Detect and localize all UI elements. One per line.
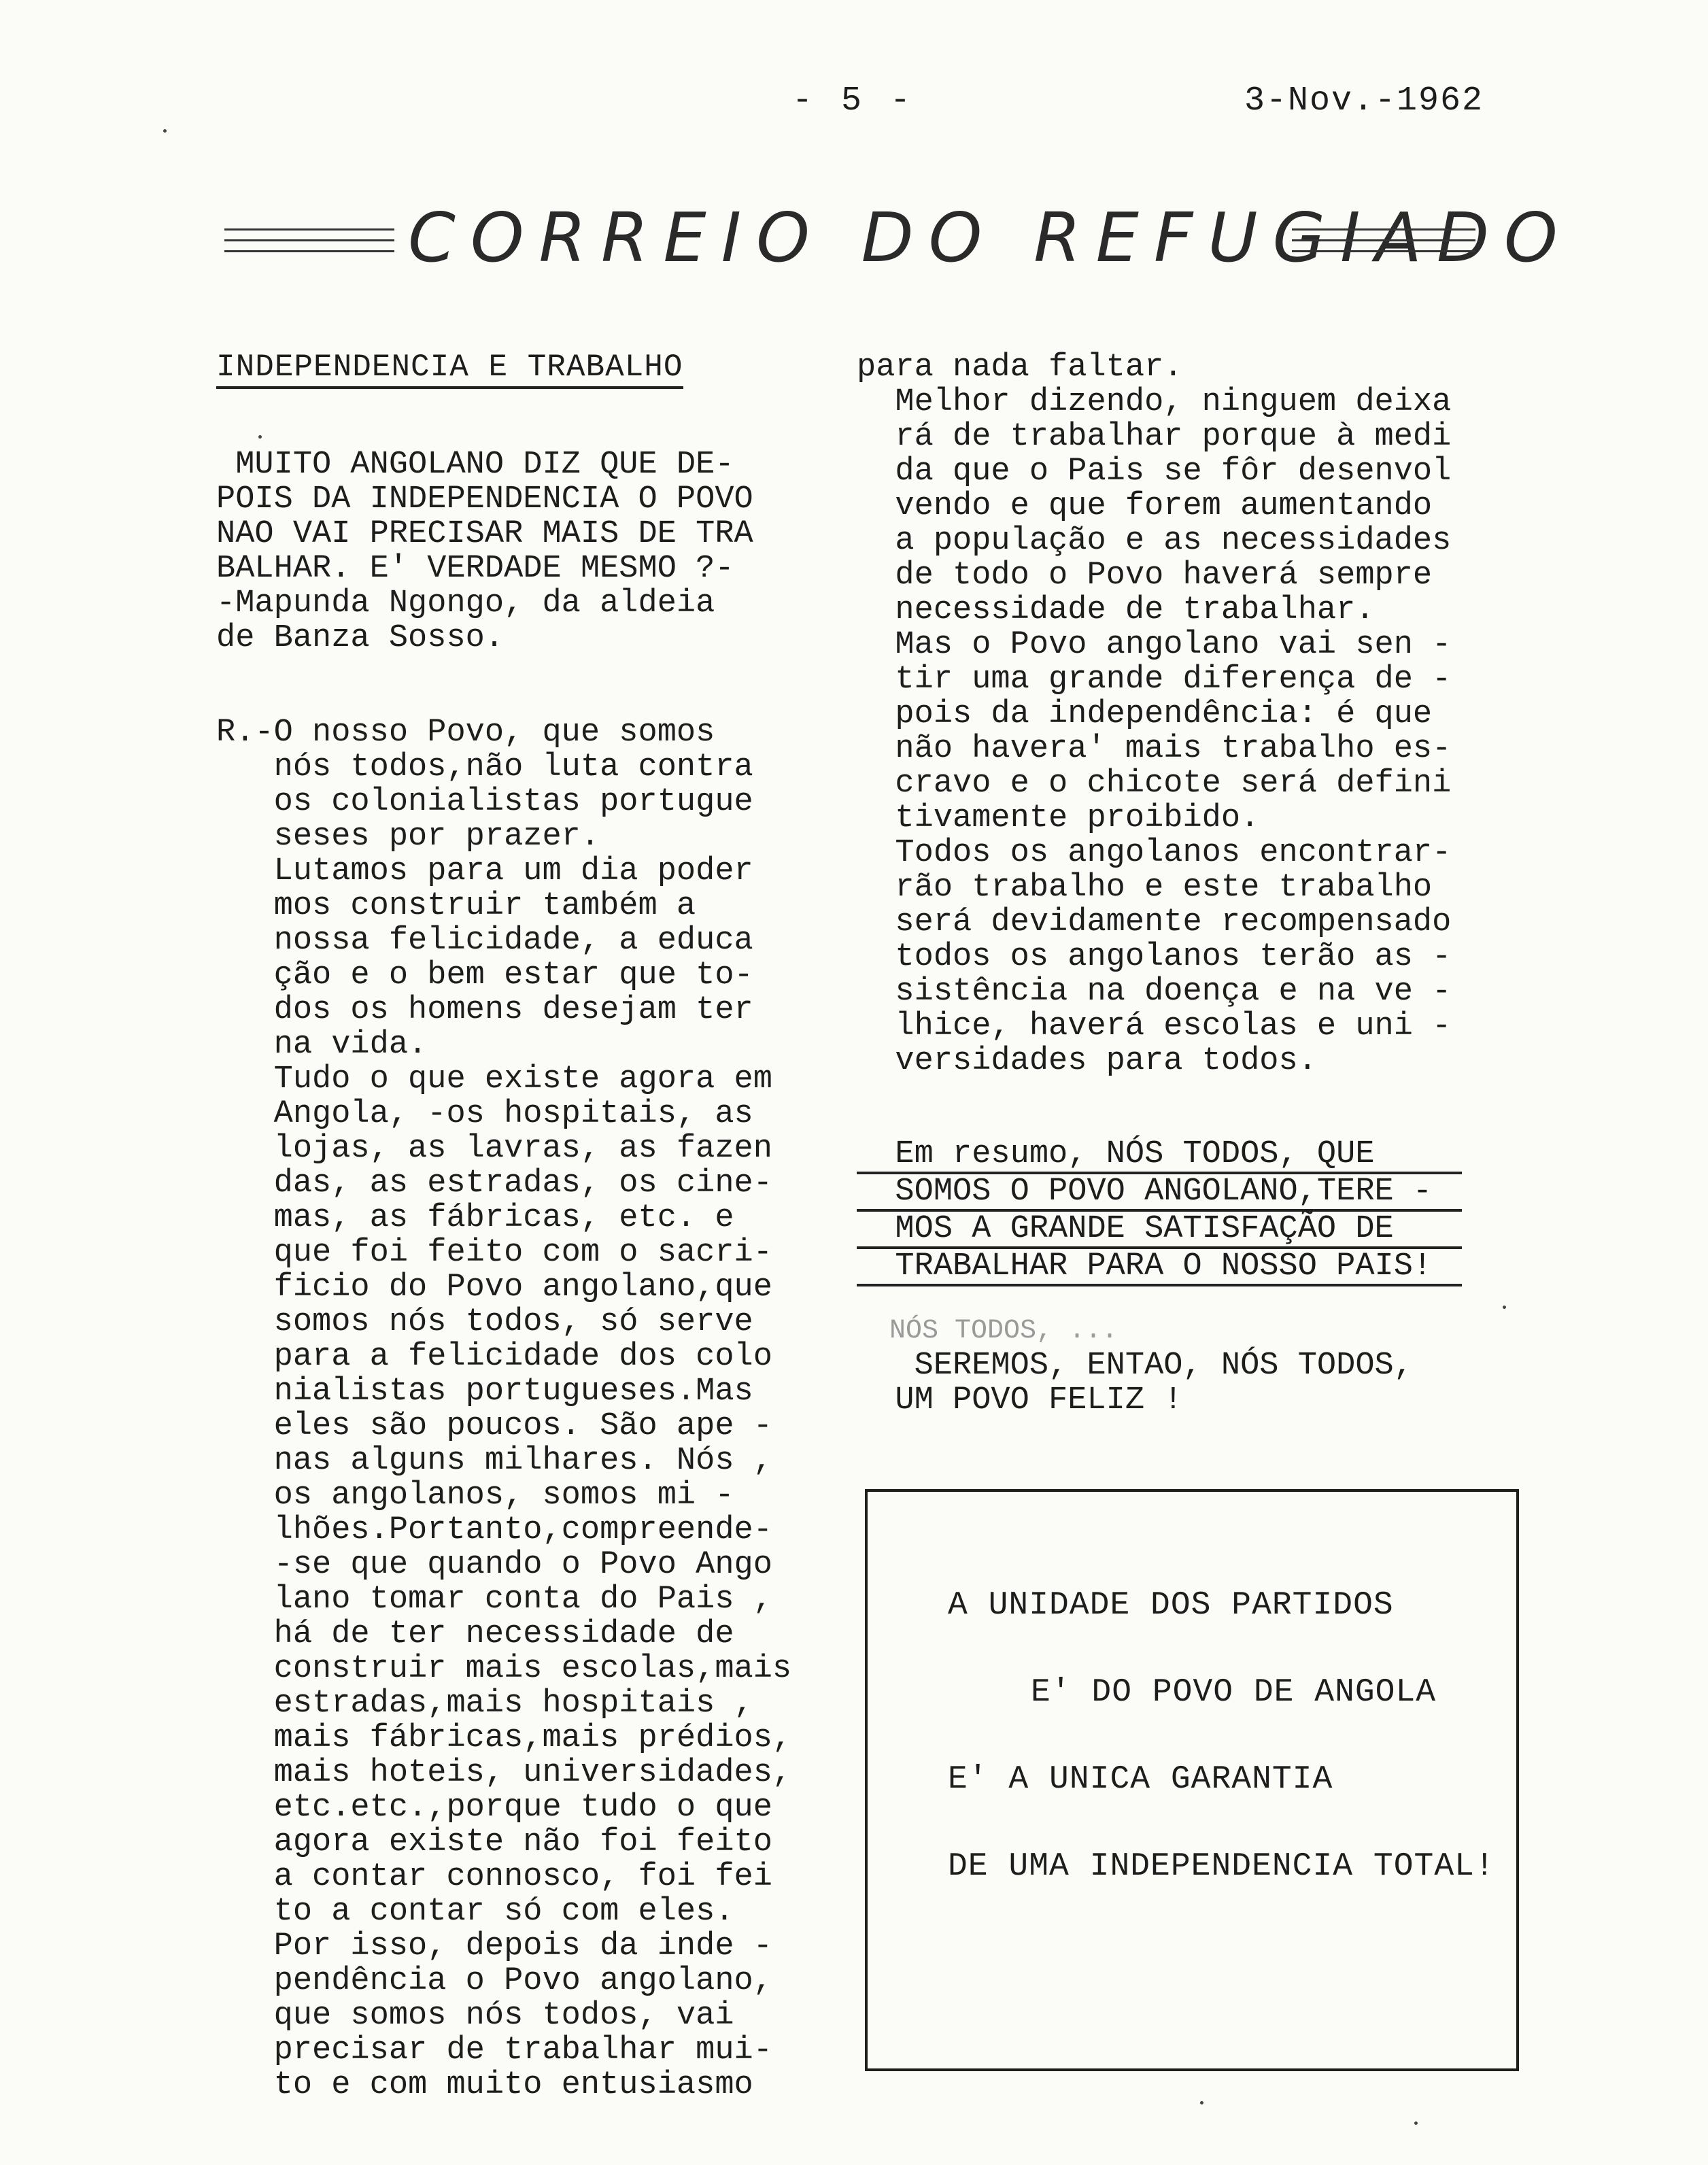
answer-line: os angolanos, somos mi - <box>216 1478 734 1514</box>
paragraph-line: necessidade de trabalhar. <box>857 592 1375 628</box>
answer-line: R.-O nosso Povo, que somos <box>216 715 715 751</box>
answer-line: lojas, as lavras, as fazen <box>216 1131 772 1167</box>
paragraph-line: para nada faltar. <box>857 350 1183 386</box>
left-column <box>216 350 855 2102</box>
answer-line: nialistas portugueses.Mas <box>216 1374 753 1410</box>
paragraph-line: de todo o Povo haverá sempre <box>857 558 1433 594</box>
paper-speck <box>1503 1306 1506 1309</box>
paragraph-line: versidades para todos. <box>857 1043 1317 1079</box>
paragraph-line: todos os angolanos terão as - <box>857 939 1452 975</box>
answer-line: mais fábricas,mais prédios, <box>216 1720 792 1756</box>
issue-date: 3-Nov.-1962 <box>1244 82 1484 120</box>
summary-line: MOS A GRANDE SATISFAÇÃO DE <box>857 1212 1462 1249</box>
answer-line: que somos nós todos, vai <box>216 1998 734 2034</box>
notice-line-2: E' DO POVO DE ANGOLA <box>1031 1674 1437 1711</box>
answer-line: mais hoteis, universidades, <box>216 1755 792 1791</box>
answer-line: a contar connosco, foi fei <box>216 1859 772 1895</box>
paragraph-line: sistência na doença e na ve - <box>857 974 1452 1010</box>
paragraph-line: da que o Pais se fôr desenvol <box>857 454 1452 490</box>
answer-line: seses por prazer. <box>216 819 600 855</box>
notice-line-4: DE UMA INDEPENDENCIA TOTAL! <box>948 1848 1495 1885</box>
right-column <box>857 350 1523 1418</box>
answer-line: nas alguns milhares. Nós , <box>216 1443 772 1479</box>
answer-line: Tudo o que existe agora em <box>216 1061 772 1097</box>
answer-line: nós todos,não luta contra <box>216 749 753 785</box>
continued-paragraph <box>857 350 1523 1078</box>
masthead-title: CORREIO DO REFUGIADO <box>408 198 1573 277</box>
masthead-rule-left-3 <box>224 250 394 252</box>
faint-line: NÓS TODOS, ... <box>857 1316 1118 1346</box>
answer-line: mos construir também a <box>216 888 696 924</box>
answer-line: na vida. <box>216 1027 428 1063</box>
answer-line: eles são poucos. São ape - <box>216 1408 772 1444</box>
paper-speck <box>1414 2121 1418 2125</box>
paragraph-line: Mas o Povo angolano vai sen - <box>857 627 1452 663</box>
paragraph-line: será devidamente recompensado <box>857 904 1452 940</box>
article-heading: INDEPENDENCIA E TRABALHO <box>216 350 683 389</box>
reader-question <box>216 447 855 655</box>
answer-line: para a felicidade dos colo <box>216 1339 772 1375</box>
answer-line: das, as estradas, os cine- <box>216 1165 772 1201</box>
answer-line: construir mais escolas,mais <box>216 1651 792 1687</box>
masthead-rule-left-2 <box>224 239 394 241</box>
masthead <box>204 190 1573 286</box>
question-line: -Mapunda Ngongo, da aldeia <box>216 585 715 621</box>
question-line: NAO VAI PRECISAR MAIS DE TRA <box>216 516 753 552</box>
answer-line: -se que quando o Povo Ango <box>216 1547 772 1583</box>
question-line: de Banza Sosso. <box>216 620 505 656</box>
paragraph-line: Todos os angolanos encontrar- <box>857 835 1452 871</box>
paragraph-line: tivamente proibido. <box>857 800 1260 836</box>
paper-speck <box>1200 2101 1203 2104</box>
question-line: POIS DA INDEPENDENCIA O POVO <box>216 481 753 517</box>
paragraph-line: não havera' mais trabalho es- <box>857 731 1452 767</box>
answer-line: lano tomar conta do Pais , <box>216 1582 772 1618</box>
answer-line: mas, as fábricas, etc. e <box>216 1200 734 1236</box>
page-number: - 5 - <box>792 82 915 120</box>
paragraph-line: rão trabalho e este trabalho <box>857 870 1433 906</box>
answer-line: os colonialistas portugue <box>216 784 753 820</box>
answer-line: nossa felicidade, a educa <box>216 923 753 959</box>
notice-line-3: E' A UNICA GARANTIA <box>948 1761 1333 1798</box>
summary-line: SOMOS O POVO ANGOLANO,TERE - <box>857 1174 1462 1212</box>
answer-line: que foi feito com o sacri- <box>216 1235 772 1271</box>
answer-line: dos os homens desejam ter <box>216 992 753 1028</box>
answer-line: Lutamos para um dia poder <box>216 853 753 889</box>
paragraph-line: a população e as necessidades <box>857 523 1452 559</box>
masthead-rule-right-3 <box>1292 250 1475 252</box>
question-line: BALHAR. E' VERDADE MESMO ?- <box>216 551 734 587</box>
masthead-rule-right-2 <box>1292 239 1475 241</box>
answer-line: to a contar só com eles. <box>216 1894 734 1930</box>
answer-line: etc.etc.,porque tudo o que <box>216 1790 772 1826</box>
answer-line: ficio do Povo angolano,que <box>216 1269 772 1306</box>
closing-line: SEREMOS, ENTAO, NÓS TODOS, <box>857 1348 1413 1384</box>
paragraph-line: cravo e o chicote será defini <box>857 766 1452 802</box>
answer-line: estradas,mais hospitais , <box>216 1686 753 1722</box>
paragraph-line: vendo e que forem aumentando <box>857 488 1433 524</box>
answer-line: lhões.Portanto,compreende- <box>216 1512 772 1548</box>
answer-line: to e com muito entusiasmo <box>216 2067 753 2103</box>
answer-line: Angola, -os hospitais, as <box>216 1096 753 1132</box>
notice-line-1: A UNIDADE DOS PARTIDOS <box>948 1587 1394 1624</box>
answer-line: precisar de trabalhar mui- <box>216 2032 772 2068</box>
unity-notice-box <box>865 1489 1519 2071</box>
paragraph-line: Melhor dizendo, ninguem deixa <box>857 384 1452 420</box>
masthead-rule-left-1 <box>224 228 394 231</box>
paper-speck <box>163 129 167 133</box>
masthead-rule-right-1 <box>1292 228 1475 231</box>
paper-speck <box>258 435 262 439</box>
answer-line: Por isso, depois da inde - <box>216 1928 772 1964</box>
paragraph-line: tir uma grande diferença de - <box>857 662 1452 698</box>
summary-line: Em resumo, NÓS TODOS, QUE <box>857 1137 1462 1174</box>
question-line: MUITO ANGOLANO DIZ QUE DE- <box>216 447 734 483</box>
summary-line: TRABALHAR PARA O NOSSO PAIS! <box>857 1249 1462 1286</box>
answer-text <box>216 715 855 2102</box>
paragraph-line: lhice, haverá escolas e uni - <box>857 1008 1452 1044</box>
closing-line: UM POVO FELIZ ! <box>857 1382 1183 1418</box>
summary-block <box>857 1137 1523 1286</box>
answer-line: ção e o bem estar que to- <box>216 957 753 993</box>
answer-line: pendência o Povo angolano, <box>216 1963 772 1999</box>
paragraph-line: rá de trabalhar porque à medi <box>857 419 1452 455</box>
answer-line: somos nós todos, só serve <box>216 1304 753 1340</box>
paragraph-line: pois da independência: é que <box>857 696 1433 732</box>
answer-line: há de ter necessidade de <box>216 1616 734 1652</box>
answer-line: agora existe não foi feito <box>216 1824 772 1860</box>
